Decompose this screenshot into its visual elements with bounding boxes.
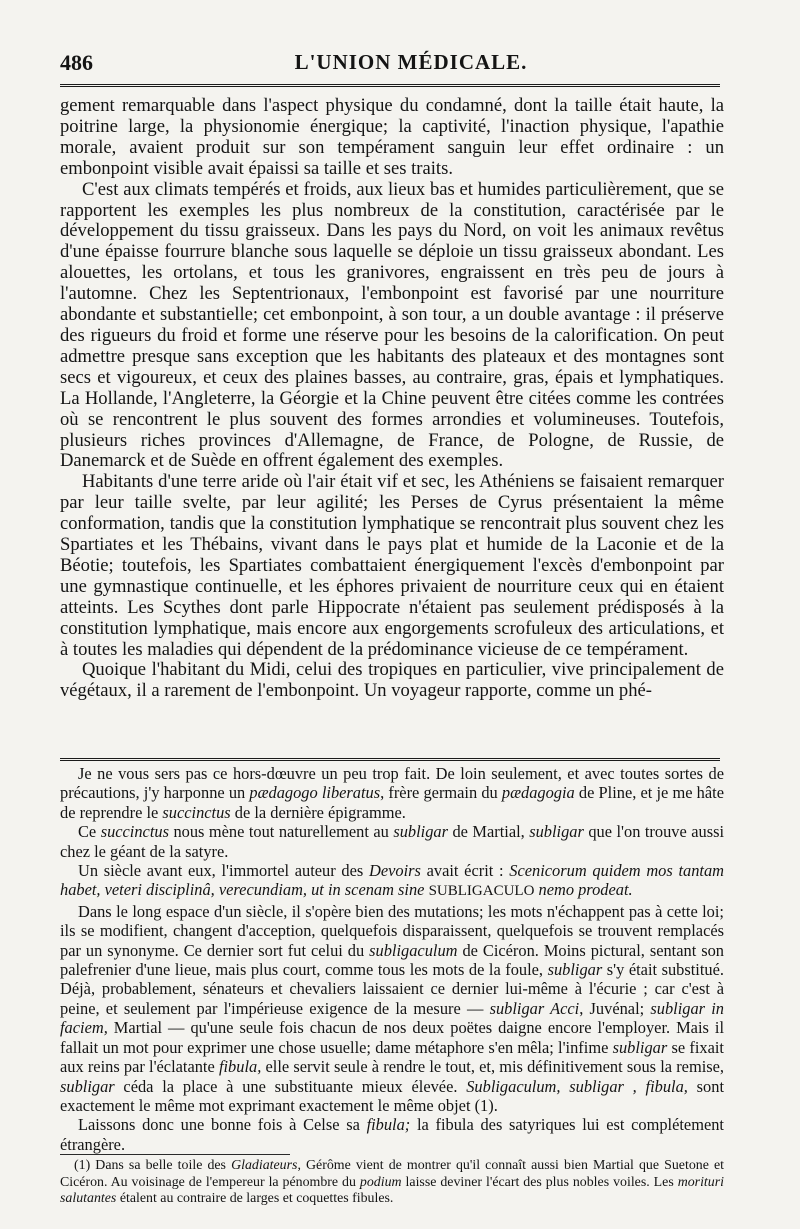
note-paragraph: Laissons donc une bonne fois à Celse sa fibula; la fibula des satyriques lui est complétement étrangère. [60, 1115, 724, 1154]
note-paragraph: Un siècle avant eux, l'immortel auteur des Devoirs avait écrit : Scenicorum quidem mos tantam habet, veteri disciplinâ, verecundiam, ut in scenam sine SUBLIGACULO nemo prodeat. [60, 861, 724, 900]
main-text [60, 96, 724, 702]
note-paragraph: Ce succinctus nous mène tout naturellement au subligar de Martial, subligar que l'on trouve aussi chez le géant de la satyre. [60, 822, 724, 861]
paragraph: C'est aux climats tempérés et froids, aux lieux bas et humides particulièrement, que se rapportent les exemples les plus nombreux de la constitution, caractérisée par le développement du tissu graisseux. Dans les pays du Nord, on voit les animaux revêtus d'une épaisse fourrure blanche sous laquelle se déploie un tissu graisseux abondant. Les alouettes, les ortolans, et tous les granivores, engraissent en très peu de jours à l'automne. Chez les Septentrionaux, l'embonpoint est favorisé par une nourriture abondante et substantielle; cet embonpoint, à son tour, a un double avantage : il préserve des rigueurs du froid et forme une réserve pour les besoins de la calorification. On peut admettre presque sans exception que les habitants des plateaux et des montagnes sont secs et vigoureux, et ceux des plaines basses, au contraire, gras, épais et lymphatiques. La Hollande, l'Angleterre, la Géorgie et la Chine peuvent être citées comme les contrées où se rencontrent le plus souvent des formes arrondies et volumineuses. Toutefois, plusieurs riches provinces d'Allemagne, de France, de Pologne, de Russie, de Danemarck et de Suède en offrent également des exemples. [60, 178, 724, 472]
notes-section [60, 764, 724, 1154]
running-title: L'UNION MÉDICALE. [294, 50, 528, 74]
page-number: 486 [60, 50, 93, 75]
header-rule [60, 84, 720, 87]
footnote-paragraph: (1) Dans sa belle toile des Gladiateurs, Gérôme vient de montrer qu'il connaît aussi bien Martial que Suetone et Cicéron. Au voisinage de l'empereur la pénombre du podium laisse deviner l'écart des plus nobles voiles. Les morituri salutantes étalent au contraire de larges et coquettes fibules. [60, 1158, 724, 1206]
paragraph: gement remarquable dans l'aspect physique du condamné, dont la taille était haute, la poitrine large, la physionomie énergique; la captivité, l'inaction physique, l'apathie morale, avaient produit sur son tempérament sanguin leur effet ordinaire : un embonpoint visible avait épaissi sa taille et ses traits. [60, 95, 724, 179]
paragraph: Quoique l'habitant du Midi, celui des tropiques en particulier, vive principalement de végétaux, il a rarement de l'embonpoint. Un voyageur rapporte, comme un phé- [60, 659, 724, 702]
note-paragraph: Je ne vous sers pas ce hors-dœuvre un peu trop fait. De loin seulement, et avec toutes sortes de précautions, j'y harponne un pædagogo liberatus, frère germain du pædagogia de Pline, et je me hâte de reprendre le succinctus de la dernière épigramme. [60, 764, 724, 822]
paragraph: Habitants d'une terre aride où l'air était vif et sec, les Athéniens se faisaient remarquer par leur taille svelte, par leur agilité; les Perses de Cyrus présentaient la même conformation, tandis que la constitution lymphatique se rencontrait plus souvent chez les Spartiates et les Thébains, vivant dans le pays plat et humide de la Laconie et de la Béotie; toutefois, les Spartiates combattaient énergiquement l'excès d'embonpoint par une gymnastique continuelle, et les éphores privaient de nourriture ceux qui en étaient atteints. Les Scythes dont parle Hippocrate n'étaient pas seulement prédisposés à la constitution lymphatique, mais encore aux engorgements scrofuleux des articulations, et à toutes les maladies qui dépendent de la prédominance vicieuse de ce tempérament. [60, 471, 724, 660]
note-paragraph: Dans le long espace d'un siècle, il s'opère bien des mutations; les mots n'échappent pas à cette loi; ils se modifient, changent d'acception, quelquefois disparaissent, quelquefois se trouvent remplacés par un synonyme. Ce dernier sort fut celui du subligaculum de Cicéron. Moins pictural, sentant son palefrenier d'une lieue, mais plus court, comme tous les mots de la foule, subligar s'y était substitué. Déjà, probablement, sénateurs et chevaliers laissaient ce dernier lui-même à l'écurie ; car c'est à peine, et seulement par l'impérieuse exigence de la mesure — subligar Acci, Juvénal; subligar in faciem, Martial — qu'une seule fois chacun de nos deux poëtes daigne encore l'employer. Mais il fallait un mot pour exprimer une chose usuelle; dame métaphore s'en mêla; l'infime subligar se fixait aux reins par l'éclatante fibula, elle servit seule à rendre le tout, et, mis définitivement sous la remise, subligar céda la place à une substituante mieux élevée. Subligaculum, subligar , fibula, sont exactement le même mot exprimant exactement le même objet (1). [60, 901, 725, 1115]
section-rule [60, 758, 720, 761]
footnote [60, 1158, 724, 1208]
footnote-rule [60, 1154, 290, 1155]
page-header [60, 46, 722, 80]
